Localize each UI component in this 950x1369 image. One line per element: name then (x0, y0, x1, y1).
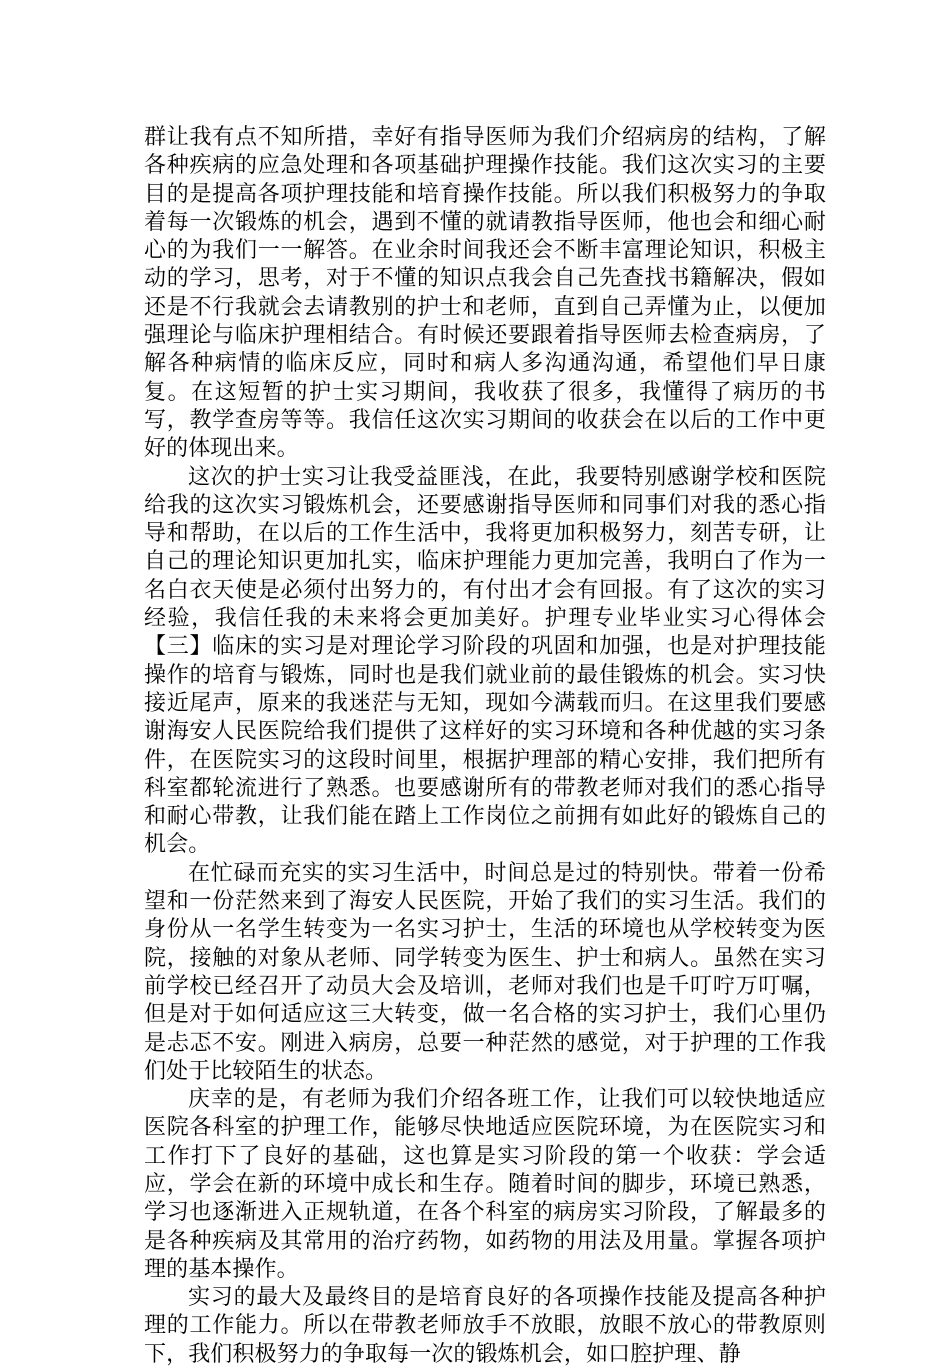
paragraph-5: 实习的最大及最终目的是培育良好的各项操作技能及提高各种护理的工作能力。所以在带教老师放手不放眼，放眼不放心的带教原则下，我们积极努力的争取每一次的锻炼机会，如口腔护理、静 (144, 1285, 826, 1367)
paragraph-4: 庆幸的是，有老师为我们介绍各班工作，让我们可以较快地适应医院各科室的护理工作，能够尽快地适应医院环境，为在医院实习和工作打下了良好的基础，这也算是实习阶段的第一个收获：学会适应，学会在新的环境中成长和生存。随着时间的脚步，环境已熟悉，学习也逐渐进入正规轨道，在各个科室的病房实习阶段，了解最多的是各种疾病及其常用的治疗药物，如药物的用法及用量。掌握各项护理的基本操作。 (144, 1087, 826, 1282)
paragraph-3: 在忙碌而充实的实习生活中，时间总是过的特别快。带着一份希望和一份茫然来到了海安人民医院，开始了我们的实习生活。我们的身份从一名学生转变为一名实习护士，生活的环境也从学校转变为医院，接触的对象从老师、同学转变为医生、护士和病人。虽然在实习前学校已经召开了动员大会及培训，老师对我们也是千叮咛万叮嘱，但是对于如何适应这三大转变，做一名合格的实习护士，我们心里仍是忐忑不安。刚进入病房，总要一种茫然的感觉，对于护理的工作我们处于比较陌生的状态。 (144, 860, 826, 1084)
document-body (144, 124, 826, 1369)
paragraph-2: 这次的护士实习让我受益匪浅，在此，我要特别感谢学校和医院给我的这次实习锻炼机会，还要感谢指导医师和同事们对我的悉心指导和帮助，在以后的工作生活中，我将更加积极努力，刻苦专研，让自己的理论知识更加扎实，临床护理能力更加完善，我明白了作为一名白衣天使是必须付出努力的，有付出才会有回报。有了这次的实习经验，我信任我的未来将会更加美好。护理专业毕业实习心得体会【三】临床的实习是对理论学习阶段的巩固和加强，也是对护理技能操作的培育与锻炼，同时也是我们就业前的最佳锻炼的机会。实习快接近尾声，原来的我迷茫与无知，现如今满载而归。在这里我们要感谢海安人民医院给我们提供了这样好的实习环境和各种优越的实习条件，在医院实习的这段时间里，根据护理部的精心安排，我们把所有科室都轮流进行了熟悉。也要感谢所有的带教老师对我们的悉心指导和耐心带教，让我们能在踏上工作岗位之前拥有如此好的锻炼自己的机会。 (144, 464, 826, 858)
paragraph-1: 群让我有点不知所措，幸好有指导医师为我们介绍病房的结构，了解各种疾病的应急处理和各项基础护理操作技能。我们这次实习的主要目的是提高各项护理技能和培育操作技能。所以我们积极努力的争取着每一次锻炼的机会，遇到不懂的就请教指导医师，他也会和细心耐心的为我们一一解答。在业余时间我还会不断丰富理论知识，积极主动的学习，思考，对于不懂的知识点我会自己先查找书籍解决，假如还是不行我就会去请教别的护士和老师，直到自己弄懂为止，以便加强理论与临床护理相结合。有时候还要跟着指导医师去检查病房，了解各种病情的临床反应，同时和病人多沟通沟通，希望他们早日康复。在这短暂的护士实习期间，我收获了很多，我懂得了病历的书写，教学查房等等。我信任这次实习期间的收获会在以后的工作中更好的体现出来。 (144, 125, 826, 462)
